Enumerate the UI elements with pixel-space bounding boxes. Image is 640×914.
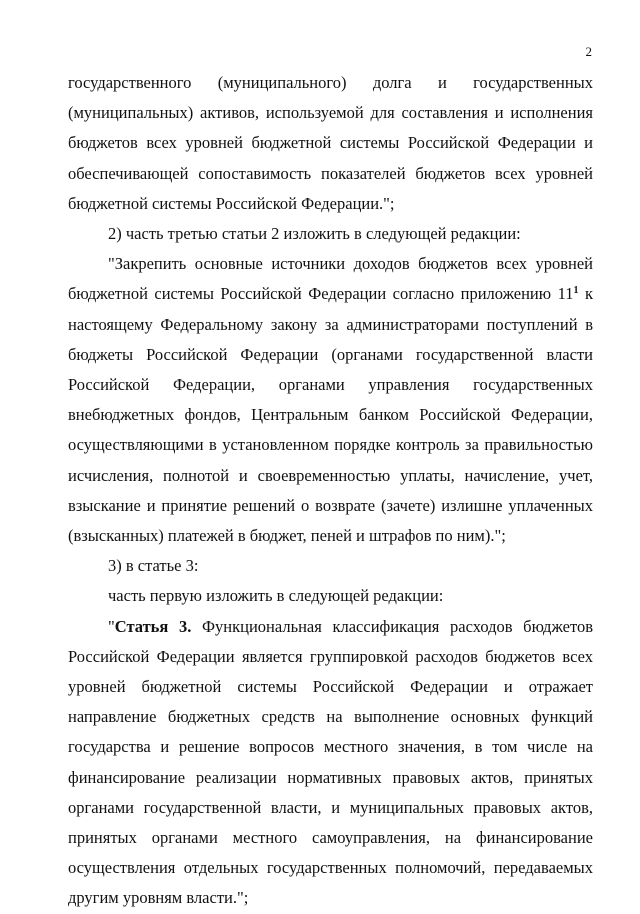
paragraph-article-3 xyxy=(68,612,593,914)
appendix-superscript: 1 xyxy=(573,285,579,297)
article-3-text: Функциональная классификация расходов бюджетов Российской Федерации является группировкой расходов бюджетов всех уровней бюджетной системы Российской Федерации и отражает направление бюджетных средств на выполнение основных функций государства и решение вопросов местного значения, в том числе на финансирование реализации нормативных правовых актов, принятых органами государственной власти, и муниципальных правовых актов, принятых органами местного самоуправления, на финансирование осуществления отдельных государственных полномочий, передаваемых другим уровням власти."; xyxy=(68,616,593,908)
article-3-open-quote: " xyxy=(108,616,115,636)
paragraph-part-one: часть первую изложить в следующей редакции: xyxy=(108,586,444,606)
paragraph-continuation: государственного (муниципального) долга и государственных (муниципальных) активов, используемой для составления и исполнения бюджетов всех уровней бюджетной системы Российской Федерации и обеспечивающей сопоставимость показателей бюджетов всех уровней бюджетной системы Российской Федерации."; xyxy=(68,73,593,213)
page-number: 2 xyxy=(585,44,592,59)
paragraph-item-2: 2) часть третью статьи 2 изложить в следующей редакции: xyxy=(108,224,521,244)
paragraph-article-2-text xyxy=(68,249,593,551)
article-3-heading: Статья 3. xyxy=(114,616,192,636)
paragraph-item-3: 3) в статье 3: xyxy=(108,556,199,576)
article-2-text-end: к настоящему Федеральному закону за администраторами поступлений в бюджеты Российской Федерации (органами государственной власти Российской Федерации, органами управления государственных внебюджетных фондов, Центральным банком Российской Федерации, осуществляющими в установленном порядке контроль за правильностью исчисления, полнотой и своевременностью уплаты, начисление, учет, взыскание и принятие решений о возврате (зачете) излишне уплаченных (взысканных) платежей в бюджет, пеней и штрафов по ним)."; xyxy=(68,284,593,546)
article-2-text-start: "Закрепить основные источники доходов бюджетов всех уровней бюджетной системы Российской Федерации согласно приложению 11 xyxy=(68,254,593,304)
document-body xyxy=(68,68,593,914)
